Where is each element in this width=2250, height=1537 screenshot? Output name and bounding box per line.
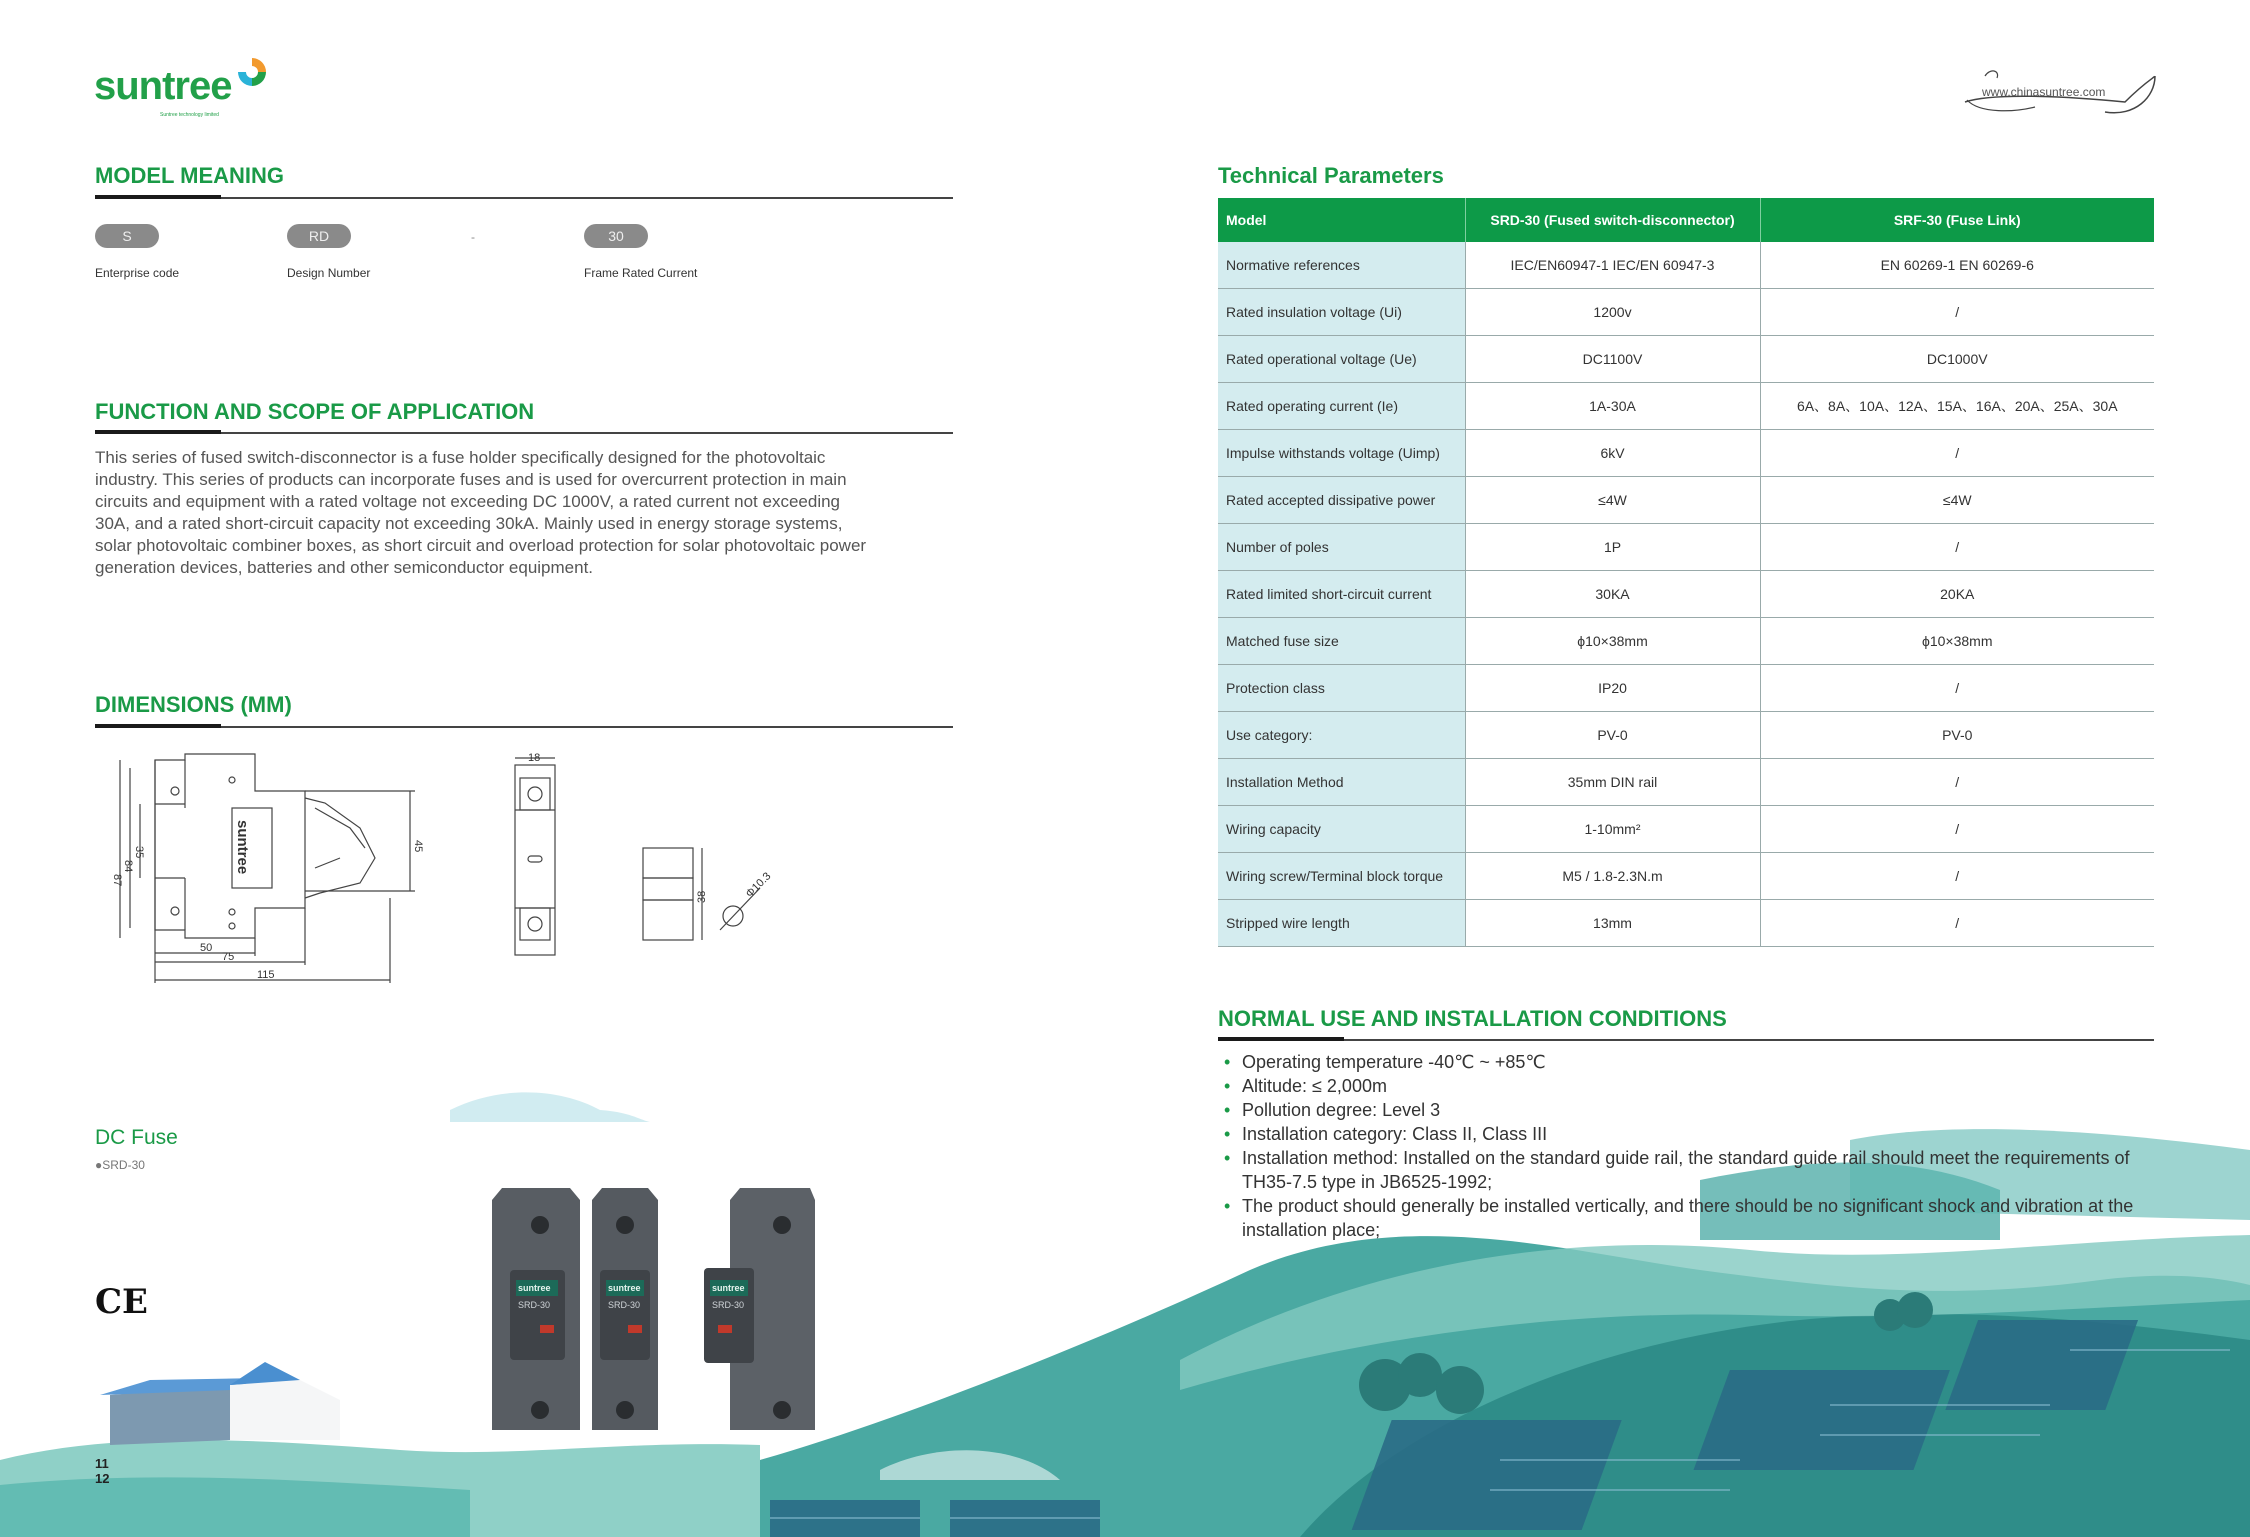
srf-value: /	[1760, 665, 2154, 712]
srf-value: ϕ10×38mm	[1760, 618, 2154, 665]
param-name: Rated limited short-circuit current	[1218, 571, 1465, 618]
table-row	[1218, 806, 2154, 853]
table-row	[1218, 900, 2154, 947]
srd-value: DC1100V	[1465, 336, 1760, 383]
section-rule	[95, 726, 953, 728]
param-name: Normative references	[1218, 242, 1465, 289]
code-pill-current: 30	[584, 224, 648, 248]
page-number-right: 12	[95, 1471, 110, 1486]
front-model-label: SRD-30	[712, 1300, 745, 1310]
conditions-title: NORMAL USE AND INSTALLATION CONDITIONS	[1218, 1006, 1727, 1031]
website-url[interactable]: www.chinasuntree.com	[1982, 85, 2106, 99]
table-row	[1218, 618, 2154, 665]
paragraph-line: generation devices, batteries and other semiconductor equipment.	[95, 558, 594, 577]
dim-label: 115	[257, 969, 275, 981]
srf-value: /	[1760, 524, 2154, 571]
srd-value: 1P	[1465, 524, 1760, 571]
list-item: • Altitude: ≤ 2,000m	[1238, 1074, 2158, 1098]
srf-value: ≤4W	[1760, 477, 2154, 524]
param-name: Wiring screw/Terminal block torque	[1218, 853, 1465, 900]
srd-value: ≤4W	[1465, 477, 1760, 524]
front-brand-label: suntree	[712, 1283, 745, 1293]
param-name: Rated operating current (Ie)	[1218, 383, 1465, 430]
table-row	[1218, 477, 2154, 524]
srf-value: /	[1760, 853, 2154, 900]
table-row	[1218, 665, 2154, 712]
srf-value: /	[1760, 806, 2154, 853]
param-name: Protection class	[1218, 665, 1465, 712]
srd-value: 35mm DIN rail	[1465, 759, 1760, 806]
table-row	[1218, 383, 2154, 430]
dimension-drawing	[110, 748, 810, 988]
code-separator: -	[471, 230, 475, 244]
table-row	[1218, 289, 2154, 336]
srd-value: ϕ10×38mm	[1465, 618, 1760, 665]
srd-value: 30KA	[1465, 571, 1760, 618]
technical-table	[1218, 198, 2154, 947]
ce-mark: CE	[95, 1282, 148, 1322]
code-label-enterprise: Enterprise code	[95, 266, 180, 280]
dim-label: 38	[696, 890, 708, 903]
srd-value: 1200v	[1465, 289, 1760, 336]
dimensions-title: DIMENSIONS (MM)	[95, 692, 292, 717]
srd-value: IEC/EN60947-1 IEC/EN 60947-3	[1465, 242, 1760, 289]
table-row	[1218, 524, 2154, 571]
param-name: Installation Method	[1218, 759, 1465, 806]
srf-value: /	[1760, 289, 2154, 336]
list-item: • Installation category: Class II, Class III	[1238, 1122, 2158, 1146]
srf-value: /	[1760, 430, 2154, 477]
technical-title: Technical Parameters	[1218, 163, 1444, 188]
dim-label: suntree	[234, 820, 251, 875]
param-name: Wiring capacity	[1218, 806, 1465, 853]
column-header: Model	[1218, 198, 1465, 242]
front-brand-label: suntree	[518, 1283, 551, 1293]
front-model-label: SRD-30	[518, 1300, 551, 1310]
paragraph-line: This series of fused switch-disconnector is a fuse holder specifically designed for the photovoltaic	[95, 448, 826, 467]
srd-value: 13mm	[1465, 900, 1760, 947]
paragraph-line: industry. This series of products can incorporate fuses and is used for overcurrent protection in main	[95, 470, 847, 489]
dim-label: 45	[412, 840, 424, 853]
paragraph-line: 30A, and a rated short-circuit capacity not exceeding 30kA. Mainly used in energy storage systems,	[95, 514, 843, 533]
list-item: • Installation method: Installed on the standard guide rail, the standard guide rail should meet the requirements of TH35-7.5 type in JB6525-1992;	[1238, 1146, 2158, 1194]
code-pill-enterprise: S	[95, 224, 159, 248]
param-name: Rated insulation voltage (Ui)	[1218, 289, 1465, 336]
section-rule	[95, 432, 953, 434]
table-header-row	[1218, 198, 2154, 242]
dim-label: 50	[200, 942, 213, 954]
paragraph-line: circuits and equipment with a rated voltage not exceeding DC 1000V, a rated current not exceeding	[95, 492, 841, 511]
table-row	[1218, 336, 2154, 383]
code-label-design: Design Number	[287, 266, 371, 280]
code-label-current: Frame Rated Current	[584, 266, 698, 280]
section-rule	[95, 197, 953, 199]
srd-value: M5 / 1.8-2.3N.m	[1465, 853, 1760, 900]
dim-label: 18	[528, 752, 541, 764]
param-name: Rated accepted dissipative power	[1218, 477, 1465, 524]
column-header: SRF-30 (Fuse Link)	[1760, 198, 2154, 242]
param-name: Stripped wire length	[1218, 900, 1465, 947]
srd-value: 1A-30A	[1465, 383, 1760, 430]
logo-mark-icon	[236, 56, 268, 88]
page-number-left: 11	[95, 1456, 109, 1471]
srf-value: DC1000V	[1760, 336, 2154, 383]
product-photo	[480, 1180, 830, 1440]
product-model-label: SRD-30	[102, 1158, 145, 1172]
model-meaning-title: MODEL MEANING	[95, 163, 285, 188]
product-model	[95, 1158, 145, 1172]
param-name: Number of poles	[1218, 524, 1465, 571]
list-item: • The product should generally be installed vertically, and there should be no significant shock and vibration at the installation place;	[1238, 1194, 2158, 1242]
srd-value: 1-10mm²	[1465, 806, 1760, 853]
srf-value: 20KA	[1760, 571, 2154, 618]
dim-label: 75	[222, 951, 235, 963]
list-item: • Pollution degree: Level 3	[1238, 1098, 2158, 1122]
bullet-dot: ●	[95, 1158, 103, 1172]
srf-value: /	[1760, 759, 2154, 806]
srf-value: PV-0	[1760, 712, 2154, 759]
srf-value: EN 60269-1 EN 60269-6	[1760, 242, 2154, 289]
table-row	[1218, 430, 2154, 477]
srd-value: PV-0	[1465, 712, 1760, 759]
dim-label: 35	[133, 846, 145, 859]
srd-value: 6kV	[1465, 430, 1760, 477]
srf-value: /	[1760, 900, 2154, 947]
list-item: • Operating temperature -40℃ ~ +85℃	[1238, 1050, 2158, 1074]
paragraph-line: solar photovoltaic combiner boxes, as short circuit and overload protection for solar photovoltaic power	[95, 536, 867, 555]
table-row	[1218, 571, 2154, 618]
table-row	[1218, 242, 2154, 289]
page-numbers	[95, 1456, 109, 1486]
table-row	[1218, 712, 2154, 759]
param-name: Use category:	[1218, 712, 1465, 759]
table-row	[1218, 853, 2154, 900]
table-row	[1218, 759, 2154, 806]
function-title: FUNCTION AND SCOPE OF APPLICATION	[95, 399, 535, 424]
srd-value: IP20	[1465, 665, 1760, 712]
srf-value: 6A、8A、10A、12A、15A、16A、20A、25A、30A	[1760, 383, 2154, 430]
param-name: Rated operational voltage (Ue)	[1218, 336, 1465, 383]
dim-label: 87	[111, 874, 123, 887]
dim-label: 84	[122, 860, 134, 873]
conditions-list	[1218, 1050, 2158, 1242]
brand-logo[interactable]: suntree	[94, 64, 232, 108]
section-rule	[1218, 1039, 2154, 1041]
front-brand-label: suntree	[608, 1283, 641, 1293]
code-pill-design: RD	[287, 224, 351, 248]
dim-label: Φ10.3	[743, 870, 774, 901]
param-name: Matched fuse size	[1218, 618, 1465, 665]
column-header: SRD-30 (Fused switch-disconnector)	[1465, 198, 1760, 242]
product-title: DC Fuse	[95, 1126, 178, 1149]
function-paragraph	[95, 447, 955, 579]
param-name: Impulse withstands voltage (Uimp)	[1218, 430, 1465, 477]
front-model-label: SRD-30	[608, 1300, 641, 1310]
brand-tagline: Suntree technology limited	[160, 112, 219, 118]
